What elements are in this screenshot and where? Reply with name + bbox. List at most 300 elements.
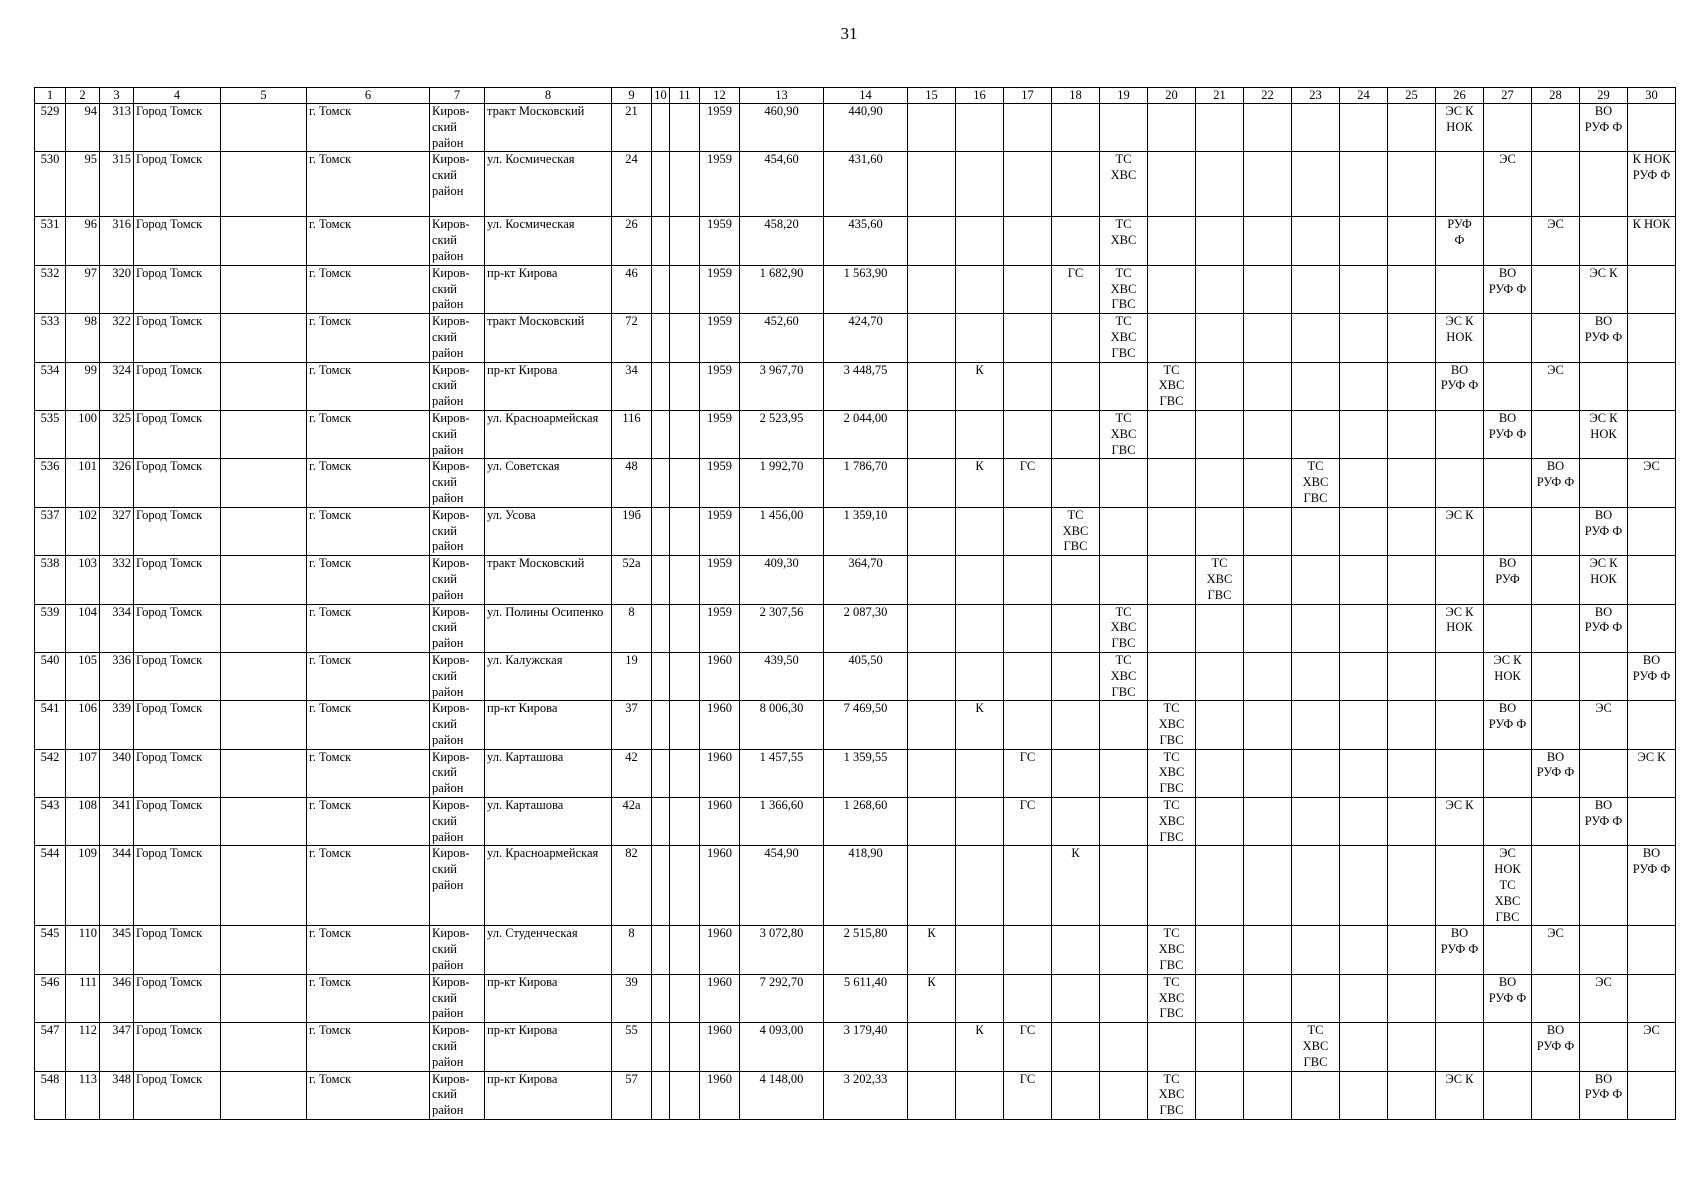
cell-col-15	[908, 1071, 956, 1119]
cell-col-6: г. Томск	[307, 410, 430, 458]
cell-col-21	[1196, 701, 1244, 749]
cell-col-29: ЭС К НОК	[1580, 410, 1628, 458]
cell-col-9: 8	[612, 604, 652, 652]
cell-col-13: 454,90	[740, 846, 824, 926]
cell-col-19	[1100, 104, 1148, 152]
cell-col-18: К	[1052, 846, 1100, 926]
cell-col-22	[1244, 926, 1292, 974]
cell-col-18	[1052, 410, 1100, 458]
cell-col-22	[1244, 152, 1292, 217]
cell-col-18	[1052, 798, 1100, 846]
cell-col-9: 52а	[612, 556, 652, 604]
cell-col-4: Город Томск	[134, 217, 221, 265]
cell-col-19: ТС ХВС ГВС	[1100, 410, 1148, 458]
cell-col-10	[652, 152, 670, 217]
cell-col-13: 7 292,70	[740, 974, 824, 1022]
cell-col-10	[652, 652, 670, 700]
cell-col-16	[956, 798, 1004, 846]
cell-col-6: г. Томск	[307, 104, 430, 152]
cell-col-14: 1 268,60	[824, 798, 908, 846]
cell-col-18	[1052, 217, 1100, 265]
cell-col-4: Город Томск	[134, 926, 221, 974]
cell-col-26	[1436, 459, 1484, 507]
cell-col-12: 1959	[700, 507, 740, 555]
cell-col-18	[1052, 926, 1100, 974]
cell-col-29: ЭС К	[1580, 265, 1628, 313]
cell-col-20	[1148, 846, 1196, 926]
cell-col-5	[221, 507, 307, 555]
cell-col-4: Город Томск	[134, 152, 221, 217]
cell-col-4: Город Томск	[134, 556, 221, 604]
cell-col-21	[1196, 1023, 1244, 1071]
cell-col-16	[956, 926, 1004, 974]
column-header-13: 13	[740, 88, 824, 104]
column-header-8: 8	[485, 88, 612, 104]
cell-col-4: Город Томск	[134, 652, 221, 700]
cell-col-1: 539	[35, 604, 66, 652]
cell-col-23	[1292, 974, 1340, 1022]
cell-col-29: ВО РУФ Ф	[1580, 1071, 1628, 1119]
cell-col-30	[1628, 701, 1676, 749]
cell-col-23	[1292, 265, 1340, 313]
table-row	[35, 798, 1676, 846]
cell-col-2: 113	[66, 1071, 100, 1119]
cell-col-15	[908, 459, 956, 507]
cell-col-10	[652, 459, 670, 507]
cell-col-19: ТС ХВС ГВС	[1100, 265, 1148, 313]
cell-col-23	[1292, 1071, 1340, 1119]
cell-col-20	[1148, 104, 1196, 152]
cell-col-8: ул. Калужская	[485, 652, 612, 700]
cell-col-24	[1340, 798, 1388, 846]
cell-col-15	[908, 104, 956, 152]
cell-col-1: 532	[35, 265, 66, 313]
cell-col-26: ЭС К НОК	[1436, 604, 1484, 652]
cell-col-16	[956, 265, 1004, 313]
cell-col-3: 326	[100, 459, 134, 507]
cell-col-14: 1 359,10	[824, 507, 908, 555]
cell-col-8: ул. Усова	[485, 507, 612, 555]
cell-col-13: 1 992,70	[740, 459, 824, 507]
cell-col-8: пр-кт Кирова	[485, 1071, 612, 1119]
cell-col-13: 8 006,30	[740, 701, 824, 749]
cell-col-1: 531	[35, 217, 66, 265]
cell-col-16	[956, 217, 1004, 265]
cell-col-22	[1244, 652, 1292, 700]
cell-col-17	[1004, 846, 1052, 926]
cell-col-17: ГС	[1004, 798, 1052, 846]
cell-col-19	[1100, 556, 1148, 604]
cell-col-20	[1148, 410, 1196, 458]
cell-col-3: 339	[100, 701, 134, 749]
cell-col-22	[1244, 1071, 1292, 1119]
cell-col-25	[1388, 265, 1436, 313]
cell-col-10	[652, 104, 670, 152]
cell-col-23	[1292, 556, 1340, 604]
cell-col-25	[1388, 701, 1436, 749]
table-row	[35, 314, 1676, 362]
cell-col-15	[908, 314, 956, 362]
cell-col-8: ул. Красноармейская	[485, 410, 612, 458]
cell-col-9: 24	[612, 152, 652, 217]
cell-col-6: г. Томск	[307, 1071, 430, 1119]
cell-col-27	[1484, 749, 1532, 797]
cell-col-15	[908, 410, 956, 458]
cell-col-27: ВО РУФ Ф	[1484, 974, 1532, 1022]
page-number: 31	[840, 24, 858, 43]
cell-col-24	[1340, 410, 1388, 458]
cell-col-5	[221, 1071, 307, 1119]
cell-col-8: тракт Московский	[485, 314, 612, 362]
cell-col-14: 3 448,75	[824, 362, 908, 410]
cell-col-12: 1959	[700, 152, 740, 217]
cell-col-13: 1 456,00	[740, 507, 824, 555]
cell-col-11	[670, 217, 700, 265]
cell-col-13: 3 072,80	[740, 926, 824, 974]
cell-col-14: 1 786,70	[824, 459, 908, 507]
cell-col-25	[1388, 604, 1436, 652]
cell-col-7: Киров- ский район	[430, 314, 485, 362]
cell-col-13: 3 967,70	[740, 362, 824, 410]
cell-col-30	[1628, 410, 1676, 458]
cell-col-12: 1960	[700, 846, 740, 926]
cell-col-15	[908, 652, 956, 700]
cell-col-6: г. Томск	[307, 459, 430, 507]
cell-col-4: Город Томск	[134, 362, 221, 410]
cell-col-8: тракт Московский	[485, 556, 612, 604]
cell-col-8: пр-кт Кирова	[485, 701, 612, 749]
cell-col-9: 26	[612, 217, 652, 265]
cell-col-14: 3 179,40	[824, 1023, 908, 1071]
cell-col-22	[1244, 604, 1292, 652]
cell-col-20: ТС ХВС ГВС	[1148, 926, 1196, 974]
cell-col-12: 1959	[700, 265, 740, 313]
cell-col-11	[670, 410, 700, 458]
cell-col-21	[1196, 362, 1244, 410]
cell-col-30	[1628, 314, 1676, 362]
cell-col-7: Киров- ский район	[430, 798, 485, 846]
cell-col-5	[221, 556, 307, 604]
cell-col-28	[1532, 314, 1580, 362]
cell-col-19: ТС ХВС	[1100, 152, 1148, 217]
cell-col-1: 529	[35, 104, 66, 152]
cell-col-20	[1148, 314, 1196, 362]
cell-col-11	[670, 926, 700, 974]
cell-col-11	[670, 846, 700, 926]
cell-col-7: Киров- ский район	[430, 926, 485, 974]
cell-col-16	[956, 749, 1004, 797]
cell-col-10	[652, 1023, 670, 1071]
cell-col-15: К	[908, 974, 956, 1022]
cell-col-30: К НОК	[1628, 217, 1676, 265]
cell-col-18	[1052, 701, 1100, 749]
cell-col-10	[652, 604, 670, 652]
cell-col-22	[1244, 1023, 1292, 1071]
cell-col-5	[221, 1023, 307, 1071]
cell-col-1: 543	[35, 798, 66, 846]
cell-col-9: 55	[612, 1023, 652, 1071]
cell-col-17	[1004, 701, 1052, 749]
cell-col-28	[1532, 604, 1580, 652]
cell-col-24	[1340, 926, 1388, 974]
cell-col-23	[1292, 749, 1340, 797]
cell-col-5	[221, 798, 307, 846]
cell-col-22	[1244, 217, 1292, 265]
cell-col-27	[1484, 1023, 1532, 1071]
cell-col-20	[1148, 152, 1196, 217]
cell-col-17	[1004, 926, 1052, 974]
cell-col-1: 547	[35, 1023, 66, 1071]
cell-col-15	[908, 152, 956, 217]
cell-col-25	[1388, 217, 1436, 265]
cell-col-16	[956, 410, 1004, 458]
cell-col-1: 542	[35, 749, 66, 797]
cell-col-9: 34	[612, 362, 652, 410]
cell-col-17: ГС	[1004, 1071, 1052, 1119]
cell-col-27	[1484, 507, 1532, 555]
cell-col-1: 533	[35, 314, 66, 362]
cell-col-9: 19	[612, 652, 652, 700]
cell-col-1: 530	[35, 152, 66, 217]
cell-col-29	[1580, 217, 1628, 265]
cell-col-2: 105	[66, 652, 100, 700]
cell-col-7: Киров- ский район	[430, 556, 485, 604]
cell-col-5	[221, 362, 307, 410]
cell-col-9: 21	[612, 104, 652, 152]
cell-col-17: ГС	[1004, 749, 1052, 797]
cell-col-16	[956, 604, 1004, 652]
cell-col-16: К	[956, 701, 1004, 749]
cell-col-4: Город Томск	[134, 507, 221, 555]
cell-col-28	[1532, 104, 1580, 152]
table-row	[35, 265, 1676, 313]
cell-col-5	[221, 652, 307, 700]
cell-col-17	[1004, 265, 1052, 313]
cell-col-30	[1628, 1071, 1676, 1119]
cell-col-8: тракт Московский	[485, 104, 612, 152]
cell-col-18	[1052, 556, 1100, 604]
cell-col-29: ЭС	[1580, 701, 1628, 749]
cell-col-2: 97	[66, 265, 100, 313]
cell-col-9: 8	[612, 926, 652, 974]
cell-col-20: ТС ХВС ГВС	[1148, 1071, 1196, 1119]
cell-col-27: ЭС	[1484, 152, 1532, 217]
cell-col-30	[1628, 265, 1676, 313]
cell-col-22	[1244, 410, 1292, 458]
cell-col-12: 1960	[700, 1071, 740, 1119]
cell-col-26	[1436, 265, 1484, 313]
cell-col-2: 98	[66, 314, 100, 362]
cell-col-9: 19б	[612, 507, 652, 555]
cell-col-16: К	[956, 459, 1004, 507]
cell-col-23	[1292, 604, 1340, 652]
cell-col-11	[670, 749, 700, 797]
cell-col-1: 545	[35, 926, 66, 974]
cell-col-28	[1532, 410, 1580, 458]
cell-col-29	[1580, 652, 1628, 700]
cell-col-22	[1244, 362, 1292, 410]
cell-col-21	[1196, 265, 1244, 313]
cell-col-20	[1148, 265, 1196, 313]
cell-col-24	[1340, 749, 1388, 797]
cell-col-10	[652, 798, 670, 846]
cell-col-19	[1100, 459, 1148, 507]
cell-col-20	[1148, 459, 1196, 507]
cell-col-19	[1100, 507, 1148, 555]
cell-col-28	[1532, 974, 1580, 1022]
cell-col-9: 116	[612, 410, 652, 458]
cell-col-30: ЭС К	[1628, 749, 1676, 797]
cell-col-19	[1100, 1023, 1148, 1071]
cell-col-1: 534	[35, 362, 66, 410]
cell-col-4: Город Томск	[134, 410, 221, 458]
cell-col-6: г. Томск	[307, 701, 430, 749]
cell-col-6: г. Томск	[307, 652, 430, 700]
cell-col-23	[1292, 926, 1340, 974]
cell-col-16	[956, 507, 1004, 555]
cell-col-15: К	[908, 926, 956, 974]
cell-col-2: 108	[66, 798, 100, 846]
cell-col-12: 1960	[700, 701, 740, 749]
cell-col-20: ТС ХВС ГВС	[1148, 701, 1196, 749]
cell-col-4: Город Томск	[134, 104, 221, 152]
cell-col-10	[652, 1071, 670, 1119]
cell-col-6: г. Томск	[307, 974, 430, 1022]
cell-col-6: г. Томск	[307, 798, 430, 846]
cell-col-4: Город Томск	[134, 1071, 221, 1119]
cell-col-23	[1292, 701, 1340, 749]
cell-col-24	[1340, 314, 1388, 362]
table-row	[35, 974, 1676, 1022]
cell-col-27	[1484, 314, 1532, 362]
cell-col-10	[652, 926, 670, 974]
cell-col-22	[1244, 846, 1292, 926]
cell-col-26: ЭС К	[1436, 1071, 1484, 1119]
cell-col-6: г. Томск	[307, 507, 430, 555]
cell-col-22	[1244, 507, 1292, 555]
cell-col-7: Киров- ский район	[430, 846, 485, 926]
cell-col-3: 322	[100, 314, 134, 362]
cell-col-27	[1484, 217, 1532, 265]
cell-col-27	[1484, 798, 1532, 846]
cell-col-23: ТС ХВС ГВС	[1292, 1023, 1340, 1071]
cell-col-19	[1100, 701, 1148, 749]
cell-col-10	[652, 507, 670, 555]
cell-col-10	[652, 362, 670, 410]
column-header-11: 11	[670, 88, 700, 104]
cell-col-12: 1960	[700, 1023, 740, 1071]
cell-col-30	[1628, 604, 1676, 652]
column-header-18: 18	[1052, 88, 1100, 104]
cell-col-11	[670, 604, 700, 652]
cell-col-18	[1052, 152, 1100, 217]
cell-col-30: К НОК РУФ Ф	[1628, 152, 1676, 217]
cell-col-2: 95	[66, 152, 100, 217]
cell-col-3: 336	[100, 652, 134, 700]
cell-col-13: 2 307,56	[740, 604, 824, 652]
cell-col-15	[908, 1023, 956, 1071]
column-header-22: 22	[1244, 88, 1292, 104]
cell-col-7: Киров- ский район	[430, 701, 485, 749]
cell-col-5	[221, 604, 307, 652]
cell-col-17	[1004, 217, 1052, 265]
cell-col-26	[1436, 1023, 1484, 1071]
cell-col-12: 1959	[700, 362, 740, 410]
cell-col-19	[1100, 974, 1148, 1022]
cell-col-21	[1196, 104, 1244, 152]
cell-col-6: г. Томск	[307, 604, 430, 652]
column-header-14: 14	[824, 88, 908, 104]
cell-col-6: г. Томск	[307, 217, 430, 265]
cell-col-3: 325	[100, 410, 134, 458]
cell-col-17	[1004, 652, 1052, 700]
cell-col-30	[1628, 556, 1676, 604]
cell-col-16: К	[956, 1023, 1004, 1071]
cell-col-5	[221, 217, 307, 265]
cell-col-29: ВО РУФ Ф	[1580, 798, 1628, 846]
cell-col-7: Киров- ский район	[430, 1071, 485, 1119]
cell-col-6: г. Томск	[307, 152, 430, 217]
column-header-3: 3	[100, 88, 134, 104]
cell-col-29	[1580, 846, 1628, 926]
cell-col-2: 101	[66, 459, 100, 507]
cell-col-5	[221, 410, 307, 458]
column-header-17: 17	[1004, 88, 1052, 104]
cell-col-22	[1244, 459, 1292, 507]
cell-col-14: 440,90	[824, 104, 908, 152]
cell-col-10	[652, 410, 670, 458]
cell-col-3: 347	[100, 1023, 134, 1071]
cell-col-24	[1340, 459, 1388, 507]
cell-col-17: ГС	[1004, 459, 1052, 507]
cell-col-26	[1436, 652, 1484, 700]
cell-col-2: 102	[66, 507, 100, 555]
cell-col-4: Город Томск	[134, 701, 221, 749]
cell-col-27: ВО РУФ Ф	[1484, 701, 1532, 749]
cell-col-19: ТС ХВС ГВС	[1100, 314, 1148, 362]
cell-col-26: ЭС К НОК	[1436, 104, 1484, 152]
cell-col-12: 1959	[700, 556, 740, 604]
cell-col-13: 452,60	[740, 314, 824, 362]
cell-col-5	[221, 701, 307, 749]
cell-col-30	[1628, 974, 1676, 1022]
table-row	[35, 926, 1676, 974]
column-header-30: 30	[1628, 88, 1676, 104]
cell-col-20: ТС ХВС ГВС	[1148, 362, 1196, 410]
cell-col-17	[1004, 104, 1052, 152]
cell-col-14: 435,60	[824, 217, 908, 265]
cell-col-2: 109	[66, 846, 100, 926]
cell-col-22	[1244, 974, 1292, 1022]
cell-col-28	[1532, 265, 1580, 313]
cell-col-9: 42а	[612, 798, 652, 846]
column-header-24: 24	[1340, 88, 1388, 104]
cell-col-29: ЭС	[1580, 974, 1628, 1022]
cell-col-11	[670, 265, 700, 313]
cell-col-28: ВО РУФ Ф	[1532, 459, 1580, 507]
cell-col-3: 324	[100, 362, 134, 410]
cell-col-22	[1244, 749, 1292, 797]
cell-col-20	[1148, 1023, 1196, 1071]
cell-col-6: г. Томск	[307, 265, 430, 313]
cell-col-4: Город Томск	[134, 265, 221, 313]
cell-col-24	[1340, 507, 1388, 555]
cell-col-2: 96	[66, 217, 100, 265]
cell-col-29: ВО РУФ Ф	[1580, 604, 1628, 652]
cell-col-6: г. Томск	[307, 749, 430, 797]
table-row	[35, 1071, 1676, 1119]
table-row	[35, 701, 1676, 749]
